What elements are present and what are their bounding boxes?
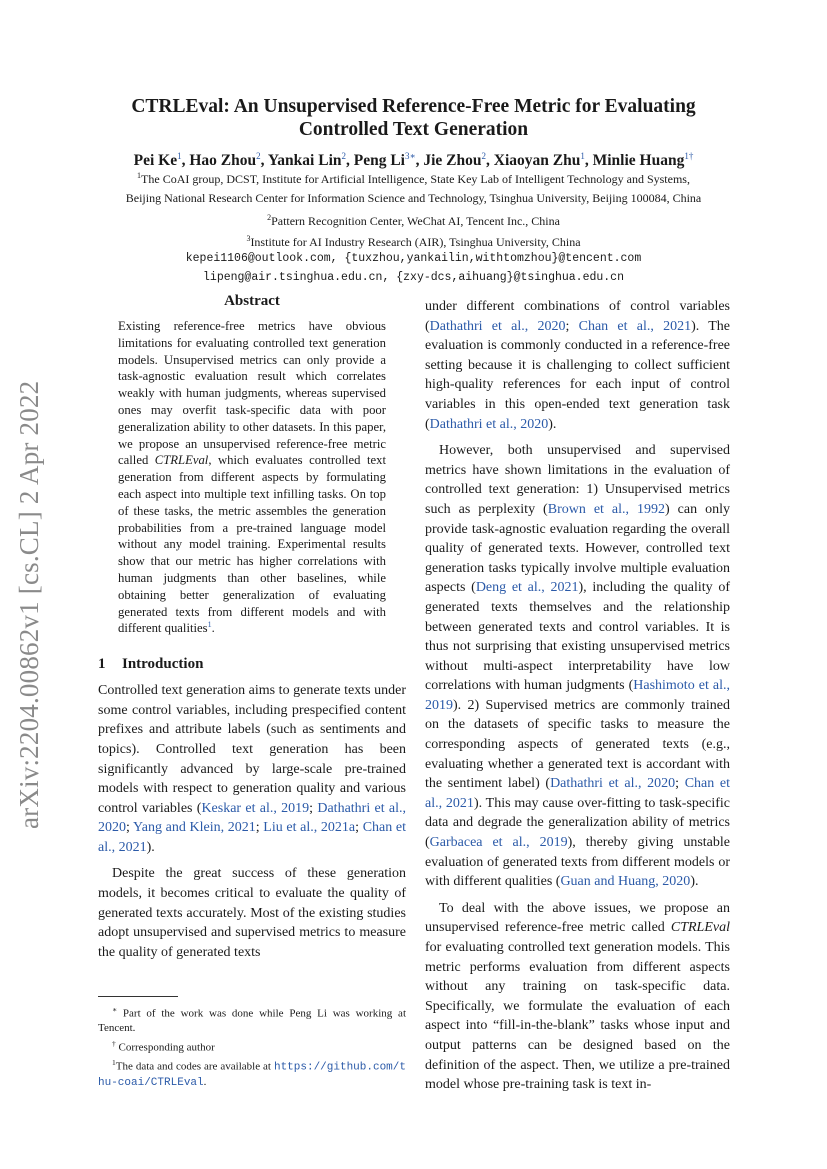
- author-mark: 3∗: [405, 151, 416, 161]
- body-paragraph-1: under different combinations of control variables (Dathathri et al., 2020; Chan et al., 2021). The evaluation is commonly conducted in a reference-free setting because it is challenging to collect sufficient high-quality references for each input of control variables in this open-ended text generation task (Dathathri et al., 2020).: [425, 299, 731, 432]
- author-mark: 1: [580, 151, 585, 161]
- citation-link[interactable]: Dathathri et al., 2020: [550, 776, 676, 792]
- citation-link[interactable]: Chan et al., 2021: [98, 820, 406, 855]
- citation-link[interactable]: Deng et al., 2021: [475, 580, 579, 596]
- affiliation-text: Institute for AI Industry Research (AIR), Tsinghua University, China: [250, 235, 581, 249]
- email-line-2[interactable]: lipeng@air.tsinghua.edu.cn, {zxy-dcs,aihuang}@tsinghua.edu.cn: [203, 271, 624, 284]
- affiliation-mark: 3: [246, 234, 251, 243]
- citation-link[interactable]: Hashimoto et al., 2019: [425, 678, 730, 713]
- affiliation-text: Beijing National Research Center for Information Science and Technology, Tsinghua University, Beijing 100084, China: [125, 191, 702, 205]
- intro-paragraph-1: Controlled text generation aims to generate texts under some control variables, including prespecified content prefixes and attribute labels (such as sentiments and topics). Controlled text generation has been significantly advanced by large-scale pre-trained models with respect to generation quality and various control variables (Keskar et al., 2019; Dathathri et al., 2020; Yang and Klein, 2021; Liu et al., 2021a; Chan et al., 2021).: [98, 683, 407, 855]
- citation-link[interactable]: Garbacea et al., 2019: [429, 835, 568, 851]
- citation-link[interactable]: Keskar et al., 2019: [201, 800, 310, 816]
- citation-link[interactable]: Brown et al., 1992: [547, 501, 666, 517]
- author: Yankai Lin: [267, 152, 342, 170]
- author: Xiaoyan Zhu: [493, 152, 581, 170]
- affiliation-1-cont: [98, 190, 729, 206]
- footnote-ref[interactable]: 1: [207, 620, 212, 630]
- section-heading-introduction: [98, 656, 406, 673]
- author: Pei Ke: [133, 152, 178, 170]
- author-mark: 1†: [684, 151, 694, 161]
- metric-name: CTRLEval: [670, 920, 730, 936]
- arxiv-identifier: arXiv:2204.00862v1 [cs.CL] 2 Apr 2022: [14, 380, 44, 830]
- citation-link[interactable]: Liu et al., 2021a: [263, 820, 356, 836]
- affiliation-2: [98, 210, 729, 229]
- repo-link[interactable]: https://github.com/thu-coai/CTRLEval: [98, 1061, 406, 1089]
- footnote-divider: [98, 996, 178, 997]
- citation-link[interactable]: Dathathri et al., 2020: [429, 416, 549, 432]
- citation-link[interactable]: Dathathri et al., 2020: [98, 800, 407, 836]
- title-line-2: Controlled Text Generation: [298, 119, 529, 140]
- author-mark: 2: [481, 151, 487, 161]
- citation-link[interactable]: Yang and Klein, 2021: [133, 820, 256, 836]
- right-column: [425, 297, 730, 1095]
- title-line-1: CTRLEval: An Unsupervised Reference-Free Metric for Evaluating: [131, 96, 696, 117]
- affiliation-text: Pattern Recognition Center, WeChat AI, Tencent Inc., China: [271, 214, 560, 228]
- footnotes: [98, 996, 406, 1092]
- affiliation-mark: 1: [137, 171, 142, 180]
- left-column: [98, 293, 406, 962]
- author: Minlie Huang: [592, 152, 685, 170]
- abstract-body: Existing reference-free metrics have obvious limitations for evaluating controlled text generation models. Unsupervised metrics can only provide a task-agnostic evaluation result which correlates weakly with human judgments, whereas supervised ones may overfit task-specific data with poor generalization ability to other datasets. In this paper, we propose an unsupervised reference-free metric called CTRLEval, which evaluates controlled text generation from different aspects by formulating each aspect into multiple text infilling tasks. On top of these tasks, the metric assembles the generation probabilities from a pre-trained language model without any model training. Experimental results show that our metric has higher correlations with human judgments than other baselines, while obtaining better generalization of evaluating generated texts from different models and with different qualities$^1$.: [118, 319, 386, 636]
- author-list: Pei Ke$^1$, Hao Zhou$^2$, Yankai Lin$^2$, Peng $Li^{3∗}$, Jie Zhou$^2$, Xiaoyan Zhu$^1$, Minlie Huang$^{1\dagger}$: [133, 151, 694, 170]
- affiliation-mark: 2: [267, 213, 272, 222]
- body-paragraph-2: However, both unsupervised and supervised metrics have shown limitations in the evaluation of controlled text generation: 1) Unsupervised metrics such as perplexity (Brown et al., 1992) can only provide task-agnostic evaluation regarding the overall quality of generated texts. However, controlled text generation tasks typically involve multiple evaluation aspects (Deng et al., 2021), including the quality of generated texts themselves and the relationship between generated texts and control variables. It is thus not surprising that existing unsupervised metrics without multi-aspect interpretability have low correlations with human judgments (Hashimoto et al., 2019). 2) Supervised metrics are commonly trained on the datasets of specific tasks to measure the corresponding aspects of generated texts (e.g., evaluating whether a generated text is accordant with the sentiment label) (Dathathri et al., 2020; Chan et al., 2021). This may cause over-fitting to task-specific data and degrade the generalization ability of metrics (Garbacea et al., 2019), thereby giving unstable evaluation of generated texts from different models or with different qualities (Guan and Huang, 2020).: [425, 443, 731, 890]
- body-paragraph-3: To deal with the above issues, we propose an unsupervised reference-free metric called CTRLEval for evaluating controlled text generation models. This metric performs evaluation from different aspects without any training on task-specific data. Specifically, we formulate the evaluation of each aspect into “fill-in-the-blank” tasks whose input and output patterns can be designed based on the definition of the aspect. Then, we utilize a pre-trained model whose pre-training task is text in-: [425, 900, 730, 1093]
- author: Jie Zhou: [423, 152, 482, 170]
- affiliation-3: [98, 231, 729, 250]
- intro-paragraph-2: Despite the great success of these generation models, it becomes critical to evaluate the quality of generated texts accurately. Most of the existing studies adopt unsupervised and supervised metrics to measure the quality of generated texts: [98, 866, 406, 960]
- section-number: 1: [98, 656, 106, 673]
- section-title: Introduction: [122, 656, 204, 673]
- affiliation-text: The CoAI group, DCST, Institute for Artificial Intelligence, State Key Lab of Intelligent Technology and Systems,: [141, 172, 690, 186]
- email-line-1[interactable]: kepei1106@outlook.com, {tuxzhou,yankailin,withtomzhou}@tencent.com: [185, 252, 642, 265]
- abstract-heading: Abstract: [224, 293, 280, 309]
- citation-link[interactable]: Dathathri et al., 2020: [429, 318, 566, 334]
- author: Peng Li: [353, 152, 405, 170]
- metric-name: CTRLEval: [154, 453, 209, 468]
- footnote-2: † Corresponding author: [112, 1038, 215, 1054]
- citation-link[interactable]: Chan et al., 2021: [578, 318, 692, 334]
- author-mark: 1: [177, 151, 182, 161]
- author: Hao Zhou: [189, 152, 257, 170]
- footnote-1: ∗ Part of the work was done while Peng Li was working at Tencent.: [98, 1005, 406, 1034]
- author-mark: 2: [341, 151, 346, 161]
- paper-title: [98, 95, 729, 141]
- citation-link[interactable]: Guan and Huang, 2020: [560, 874, 691, 890]
- citation-link[interactable]: Chan et al., 2021: [425, 776, 731, 811]
- author-mark: 2: [256, 151, 261, 161]
- footnote-3: $^1$The data and codes are available at https://github.com/thu-coai/CTRLEval.: [98, 1058, 406, 1089]
- affiliation-1: [98, 168, 729, 187]
